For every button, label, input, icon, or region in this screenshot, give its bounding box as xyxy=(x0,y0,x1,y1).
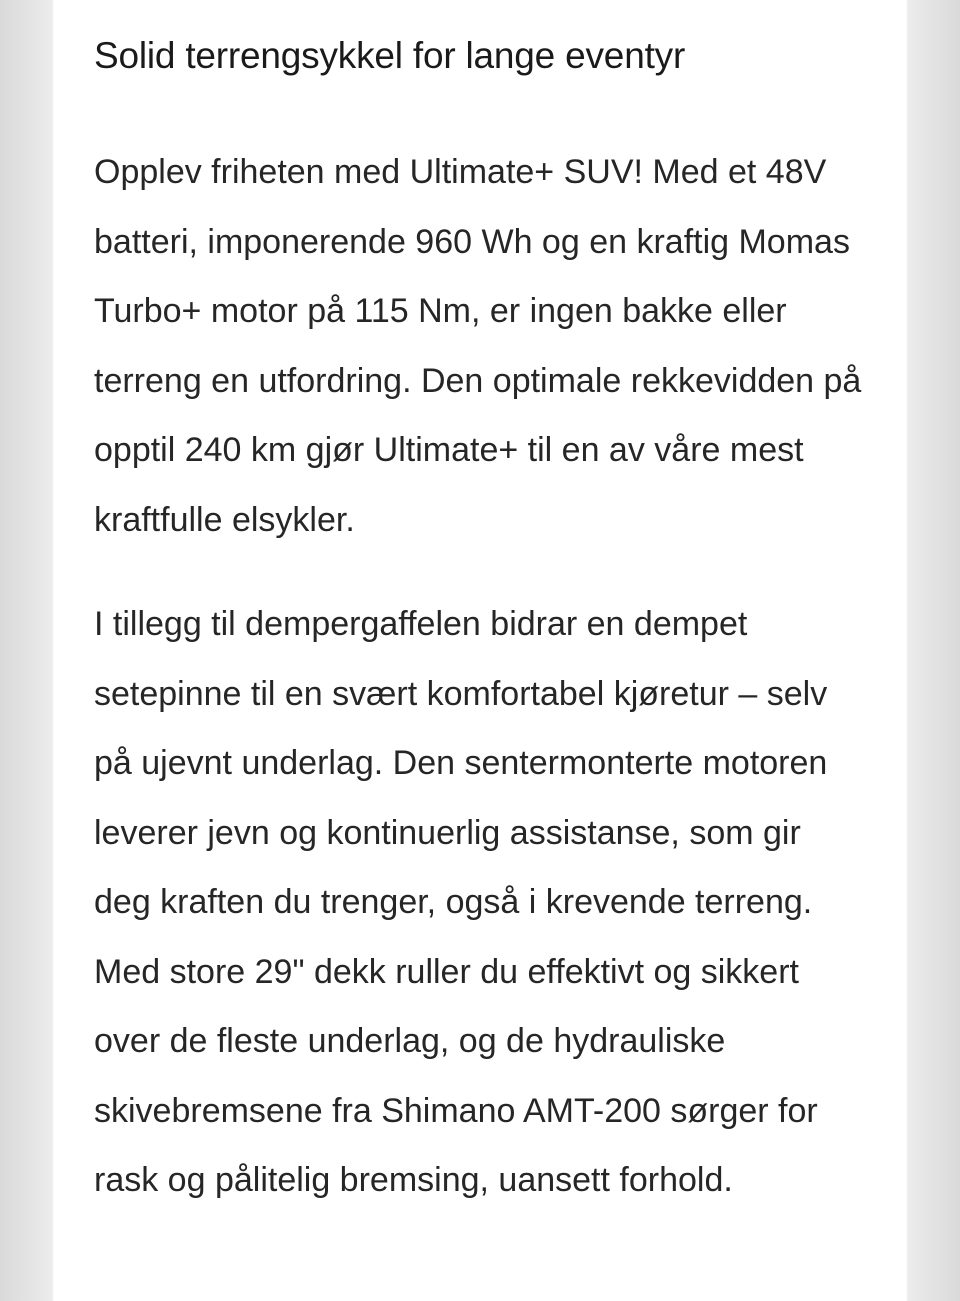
product-description-card xyxy=(54,0,906,1301)
article-content xyxy=(94,32,864,1216)
description-paragraph-2: I tillegg til dempergaffelen bidrar en dempet setepinne til en svært komfortabel kjøretur – selv på ujevnt underlag. Den sentermonterte motoren leverer jevn og kontinuerlig assistanse, som gir deg kraften du trenger, også i krevende terreng. Med store 29" dekk ruller du effektivt og sikkert over de fleste underlag, og de hydrauliske skivebremsene fra Shimano AMT-200 sørger for rask og pålitelig bremsing, uansett forhold. xyxy=(94,605,828,1199)
section-heading: Solid terrengsykkel for lange eventyr xyxy=(94,35,686,76)
description-paragraph-1: Opplev friheten med Ultimate+ SUV! Med et 48V batteri, imponerende 960 Wh og en kraftig Momas Turbo+ motor på 115 Nm, er ingen bakke eller terreng en utfordring. Den optimale rekkevidden på opptil 240 km gjør Ultimate+ til en av våre mest kraftfulle elsykler. xyxy=(94,153,862,539)
